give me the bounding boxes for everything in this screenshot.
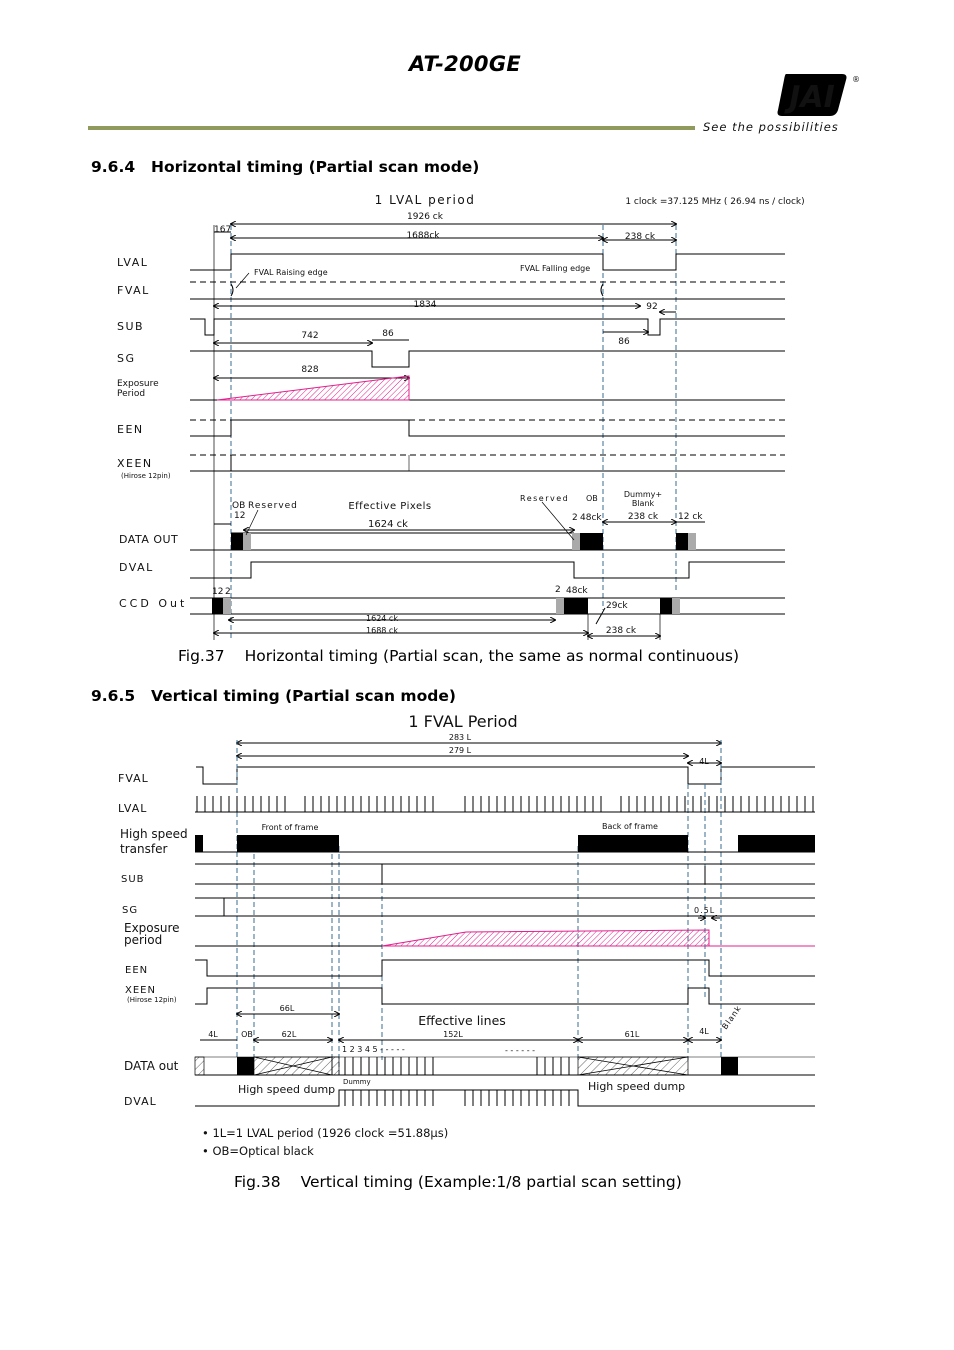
svg-text:1624 ck: 1624 ck [366,614,398,623]
signal-exposure: Exposure [117,379,159,389]
signal-ccd-out: CCD Out [119,597,188,610]
svg-text:(Hirose 12pin): (Hirose 12pin) [127,996,177,1004]
signal-period: Period [117,389,146,399]
svg-text:LVAL: LVAL [118,802,148,815]
signal-data-out: DATA OUT [119,533,179,546]
svg-text:238 ck: 238 ck [605,626,637,636]
svg-text:Blank: Blank [720,1003,744,1032]
svg-text:Dummy: Dummy [343,1078,371,1086]
svg-text:48ck: 48ck [580,513,602,523]
data-out-line-blocks [195,1057,738,1075]
svg-text:transfer: transfer [120,842,168,856]
svg-text:1624 ck: 1624 ck [368,519,408,530]
svg-text:Back of frame: Back of frame [602,822,658,831]
svg-text:2: 2 [572,513,578,523]
svg-text:66L: 66L [279,1004,295,1013]
svg-text:• 1L=1 LVAL period (1926 clock: • 1L=1 LVAL period (1926 clock =51.88μs) [202,1126,449,1140]
svg-text:4L: 4L [699,757,709,766]
svg-text:Reserved: Reserved [520,494,570,503]
high-speed-transfer-blocks [195,835,815,852]
svg-text:SG: SG [122,905,139,916]
section-number: 9.6.4 [91,158,136,176]
vertical-dimension-labels [208,733,743,1096]
svg-text:86: 86 [618,337,630,347]
vertical-notes [202,1126,448,1158]
svg-text:62L: 62L [281,1030,297,1039]
svg-text:OB: OB [241,1030,253,1039]
break-markers [442,767,465,1090]
svg-text:2: 2 [555,585,561,595]
figure-37-caption: Fig.37 Horizontal timing (Partial scan, the same as normal continuous) [178,647,740,665]
document-title: AT-200GE [408,52,521,76]
svg-text:283 L: 283 L [448,733,472,742]
svg-text:Front of frame: Front of frame [261,823,319,832]
svg-text:OB: OB [232,501,246,511]
svg-text:4L: 4L [699,1027,709,1036]
svg-text:DVAL: DVAL [124,1095,157,1108]
svg-text:FVAL Raising edge: FVAL Raising edge [254,268,328,277]
svg-text:4L: 4L [208,1030,218,1039]
svg-text:FVAL: FVAL [118,772,149,785]
figure-38-caption: Fig.38 Vertical timing (Example:1/8 partial scan setting) [234,1173,682,1191]
fval-period-title: 1 FVAL Period [408,712,518,731]
svg-text:Effective Pixels: Effective Pixels [348,501,432,512]
svg-text:period: period [124,933,163,947]
lval-period-title: 1 LVAL period [374,193,476,207]
tagline: See the possibilities [703,120,839,134]
svg-text:- - - - - -: - - - - - - [505,1046,536,1055]
svg-text:Reserved: Reserved [248,501,298,511]
svg-text:Dummy+: Dummy+ [623,490,663,499]
svg-text:279 L: 279 L [448,746,472,755]
svg-text:DATA out: DATA out [124,1059,179,1073]
dval-pulses [345,1057,569,1106]
section-number: 9.6.5 [91,687,136,705]
svg-text:92: 92 [646,302,658,312]
svg-text:High speed: High speed [120,827,188,841]
exposure-ramp-vertical [382,930,709,946]
svg-text:Effective lines: Effective lines [418,1013,506,1028]
svg-text:High speed dump: High speed dump [238,1083,336,1096]
signal-dval: DVAL [119,561,154,574]
svg-text:1 2 3 4 5 - - - - -: 1 2 3 4 5 - - - - - [342,1045,405,1054]
svg-text:1926 ck: 1926 ck [407,212,443,222]
signal-xeen: XEEN [117,457,153,470]
svg-text:152L: 152L [443,1030,463,1039]
svg-text:• OB=Optical black: • OB=Optical black [202,1144,314,1158]
svg-text:12: 12 [234,511,246,521]
svg-text:High speed dump: High speed dump [588,1080,686,1093]
section-title: Vertical timing (Partial scan mode) [151,687,456,705]
svg-text:®: ® [852,75,860,84]
signal-een: EEN [117,423,144,436]
svg-text:1688 ck: 1688 ck [366,626,398,635]
section-title: Horizontal timing (Partial scan mode) [151,158,480,176]
svg-text:Blank: Blank [631,499,655,508]
svg-text:742: 742 [301,331,319,341]
signal-sub: SUB [117,320,145,333]
clock-note: 1 clock =37.125 MHz ( 26.94 ns / clock) [625,197,805,207]
svg-text:48ck: 48ck [566,586,588,596]
svg-text:1834: 1834 [413,300,437,310]
svg-text:86: 86 [382,329,394,339]
svg-text:61L: 61L [624,1030,640,1039]
svg-text:Exposure: Exposure [124,921,180,935]
svg-text:0.5L: 0.5L [694,906,716,915]
signal-sg: SG [117,352,136,365]
svg-text:FVAL Falling edge: FVAL Falling edge [520,264,591,273]
logo-wordmark: JAI [789,80,835,115]
signal-lval: LVAL [117,256,149,269]
svg-text:167: 167 [214,225,232,235]
svg-text:SUB: SUB [121,874,145,885]
svg-text:OB: OB [586,494,598,503]
svg-text:1688ck: 1688ck [406,231,440,241]
svg-text:238 ck: 238 ck [624,232,656,242]
svg-text:238 ck: 238 ck [627,512,659,522]
signal-fval: FVAL [117,284,150,297]
svg-text:828: 828 [301,365,319,375]
svg-text:12 ck: 12 ck [678,512,703,522]
signal-labels-vertical [118,772,188,1108]
signal-xeen-note: (Hirose 12pin) [121,472,171,480]
svg-text:XEEN: XEEN [125,985,156,996]
svg-text:29ck: 29ck [606,601,628,611]
svg-text:12: 12 [212,587,224,597]
svg-text:2: 2 [225,587,231,597]
svg-text:EEN: EEN [125,965,149,976]
